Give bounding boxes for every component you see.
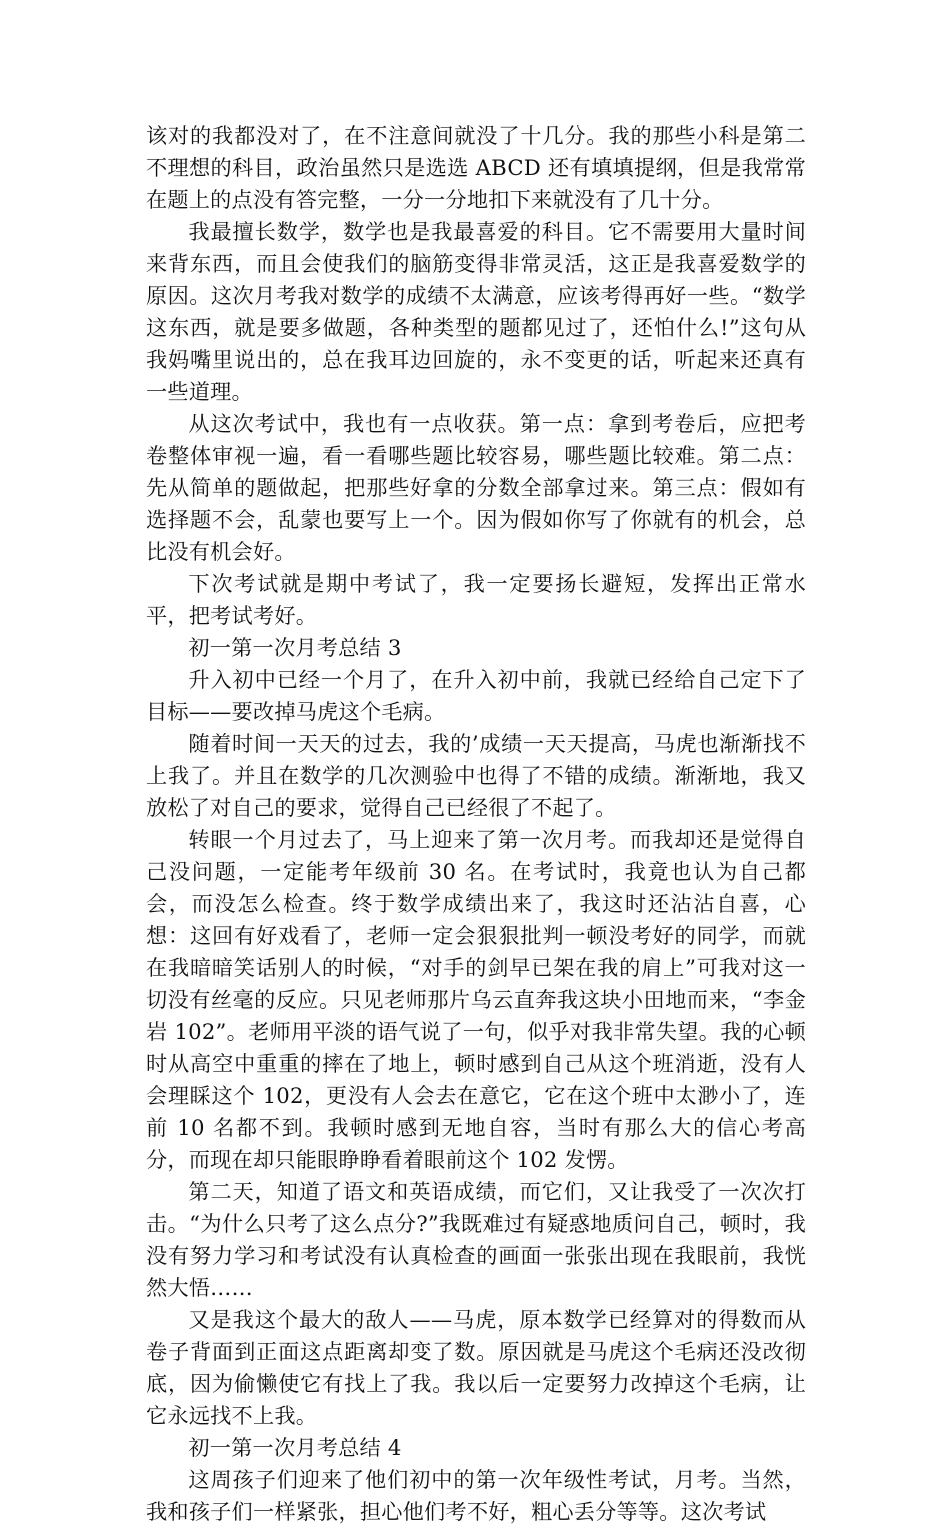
paragraph: 这周孩子们迎来了他们初中的第一次年级性考试，月考。当然，我和孩子们一样紧张，担心他们考不好，粗心丢分等等。这次考试: [146, 1467, 806, 1524]
document-page: [146, 120, 806, 1528]
paragraph: 随着时间一天天的过去，我的’成绩一天天提高，马虎也渐渐找不上我了。并且在数学的几次测验中也得了不错的成绩。渐渐地，我又放松了对自己的要求，觉得自己已经很了不起了。: [146, 731, 806, 820]
paragraph: 升入初中已经一个月了，在升入初中前，我就已经给自己定下了目标——要改掉马虎这个毛病。: [146, 667, 806, 724]
paragraph: 我最擅长数学，数学也是我最喜爱的科目。它不需要用大量时间来背东西，而且会使我们的脑筋变得非常灵活，这正是我喜爱数学的原因。这次月考我对数学的成绩不太满意，应该考得再好一些。“数学这东西，就是要多做题，各种类型的题都见过了，还怕什么!”这句从我妈嘴里说出的，总在我耳边回旋的，永不变更的话，听起来还真有一些道理。: [146, 219, 806, 404]
paragraph: 下次考试就是期中考试了，我一定要扬长避短，发挥出正常水平，把考试考好。: [146, 571, 806, 628]
paragraph: 从这次考试中，我也有一点收获。第一点：拿到考卷后，应把考卷整体审视一遍，看一看哪些题比较容易，哪些题比较难。第二点：先从简单的题做起，把那些好拿的分数全部拿过来。第三点：假如有选择题不会，乱蒙也要写上一个。因为假如你写了你就有的机会，总比没有机会好。: [146, 411, 806, 564]
paragraph: 又是我这个最大的敌人——马虎，原本数学已经算对的得数而从卷子背面到正面这点距离却变了数。原因就是马虎这个毛病还没改彻底，因为偷懒使它有找上了我。我以后一定要努力改掉这个毛病，让它永远找不上我。: [146, 1307, 806, 1428]
paragraph: 第二天，知道了语文和英语成绩，而它们，又让我受了一次次打击。“为什么只考了这么点分?”我既难过有疑惑地质问自己，顿时，我没有努力学习和考试没有认真检查的画面一张张出现在我眼前，我恍然大悟……: [146, 1179, 806, 1300]
paragraph: 转眼一个月过去了，马上迎来了第一次月考。而我却还是觉得自己没问题，一定能考年级前 30 名。在考试时，我竟也认为自己都会，而没怎么检查。终于数学成绩出来了，我这时还沾沾自喜，心想：这回有好戏看了，老师一定会狠狠批判一顿没考好的同学，而就在我暗暗笑话别人的时候，“对手的剑早已架在我的肩上”可我对这一切没有丝毫的反应。只见老师那片乌云直奔我这块小田地而来，“李金岩 102”。老师用平淡的语气说了一句，似乎对我非常失望。我的心顿时从高空中重重的摔在了地上，顿时感到自己从这个班消逝，没有人会理睬这个 102，更没有人会去在意它，它在这个班中太渺小了，连前 10 名都不到。我顿时感到无地自容，当时有那么大的信心考高分，而现在却只能眼睁睁看着眼前这个 102 发愣。: [146, 827, 806, 1172]
paragraph: 该对的我都没对了，在不注意间就没了十几分。我的那些小科是第二不理想的科目，政治虽然只是选选 ABCD 还有填填提纲，但是我常常在题上的点没有答完整，一分一分地扣下来就没有了几十分。: [146, 123, 806, 212]
section-heading: 初一第一次月考总结 3: [188, 635, 402, 660]
section-heading: 初一第一次月考总结 4: [188, 1435, 402, 1460]
